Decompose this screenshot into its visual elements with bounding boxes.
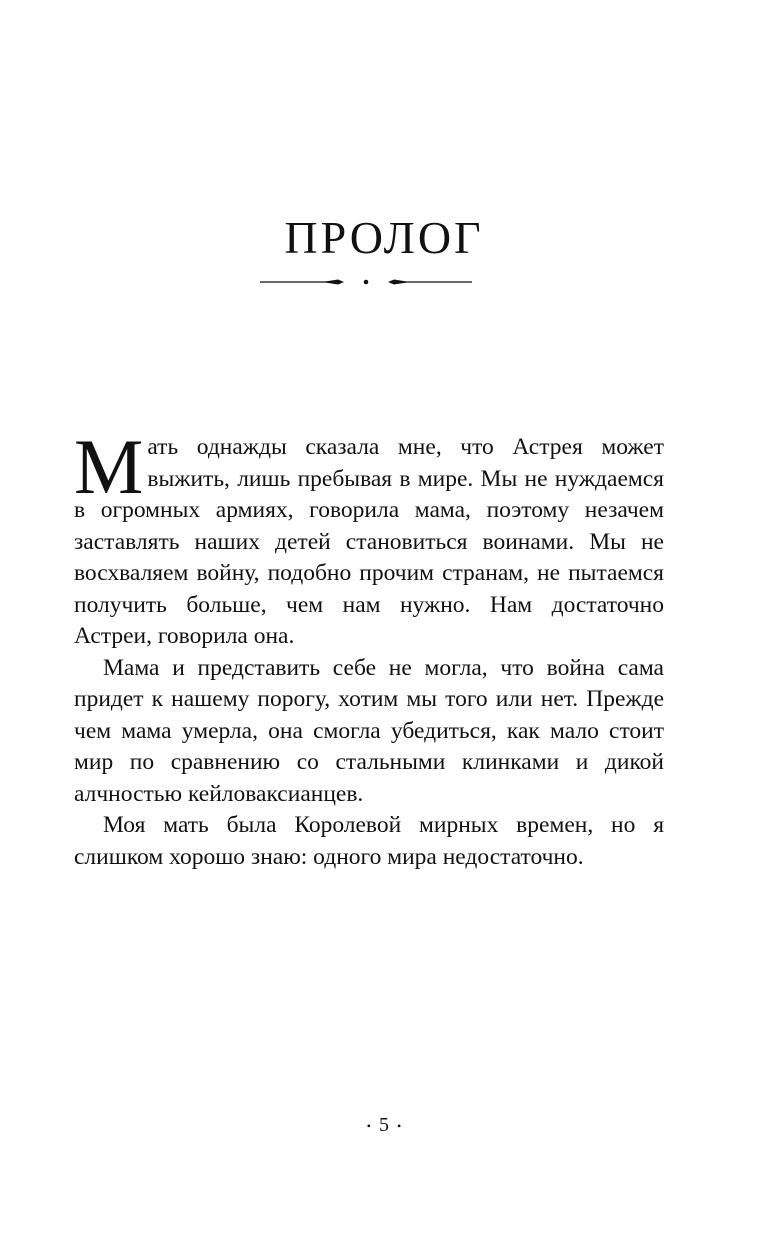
paragraph-3: Моя мать была Королевой мирных времен, но я слишком хорошо знаю: одного мира недостаточно. <box>74 812 664 870</box>
paragraph-1-text: ать однажды сказала мне, что Астрея может выжить, лишь пребывая в мире. Мы не нуждаемся в огромных армиях, говорила мама, поэтому незачем заставлять наших детей становиться воинами. Мы не восхваляем войну, подобно прочим странам, не пытаемся получить больше, чем нам нужно. Нам достаточно Астреи, говорила она. <box>74 434 664 649</box>
ornament-divider-icon <box>260 274 472 290</box>
footer-dot-right-icon: • <box>397 1119 402 1134</box>
chapter-title: ПРОЛОГ <box>284 212 484 263</box>
drop-cap: М <box>74 423 144 510</box>
paragraph-2: Мама и представить себе не могла, что война сама придет к нашему порогу, хотим мы того или нет. Прежде чем мама умерла, она смогла убедиться, как мало стоит мир по сравнению со стальными клинками и дикой алчностью кейловаксианцев. <box>74 654 664 807</box>
page-footer <box>0 1113 768 1138</box>
footer-dot-left-icon: • <box>366 1119 371 1134</box>
page-number: 5 <box>379 1114 389 1136</box>
prologue-text <box>74 423 664 873</box>
paragraph-1 <box>74 423 664 653</box>
